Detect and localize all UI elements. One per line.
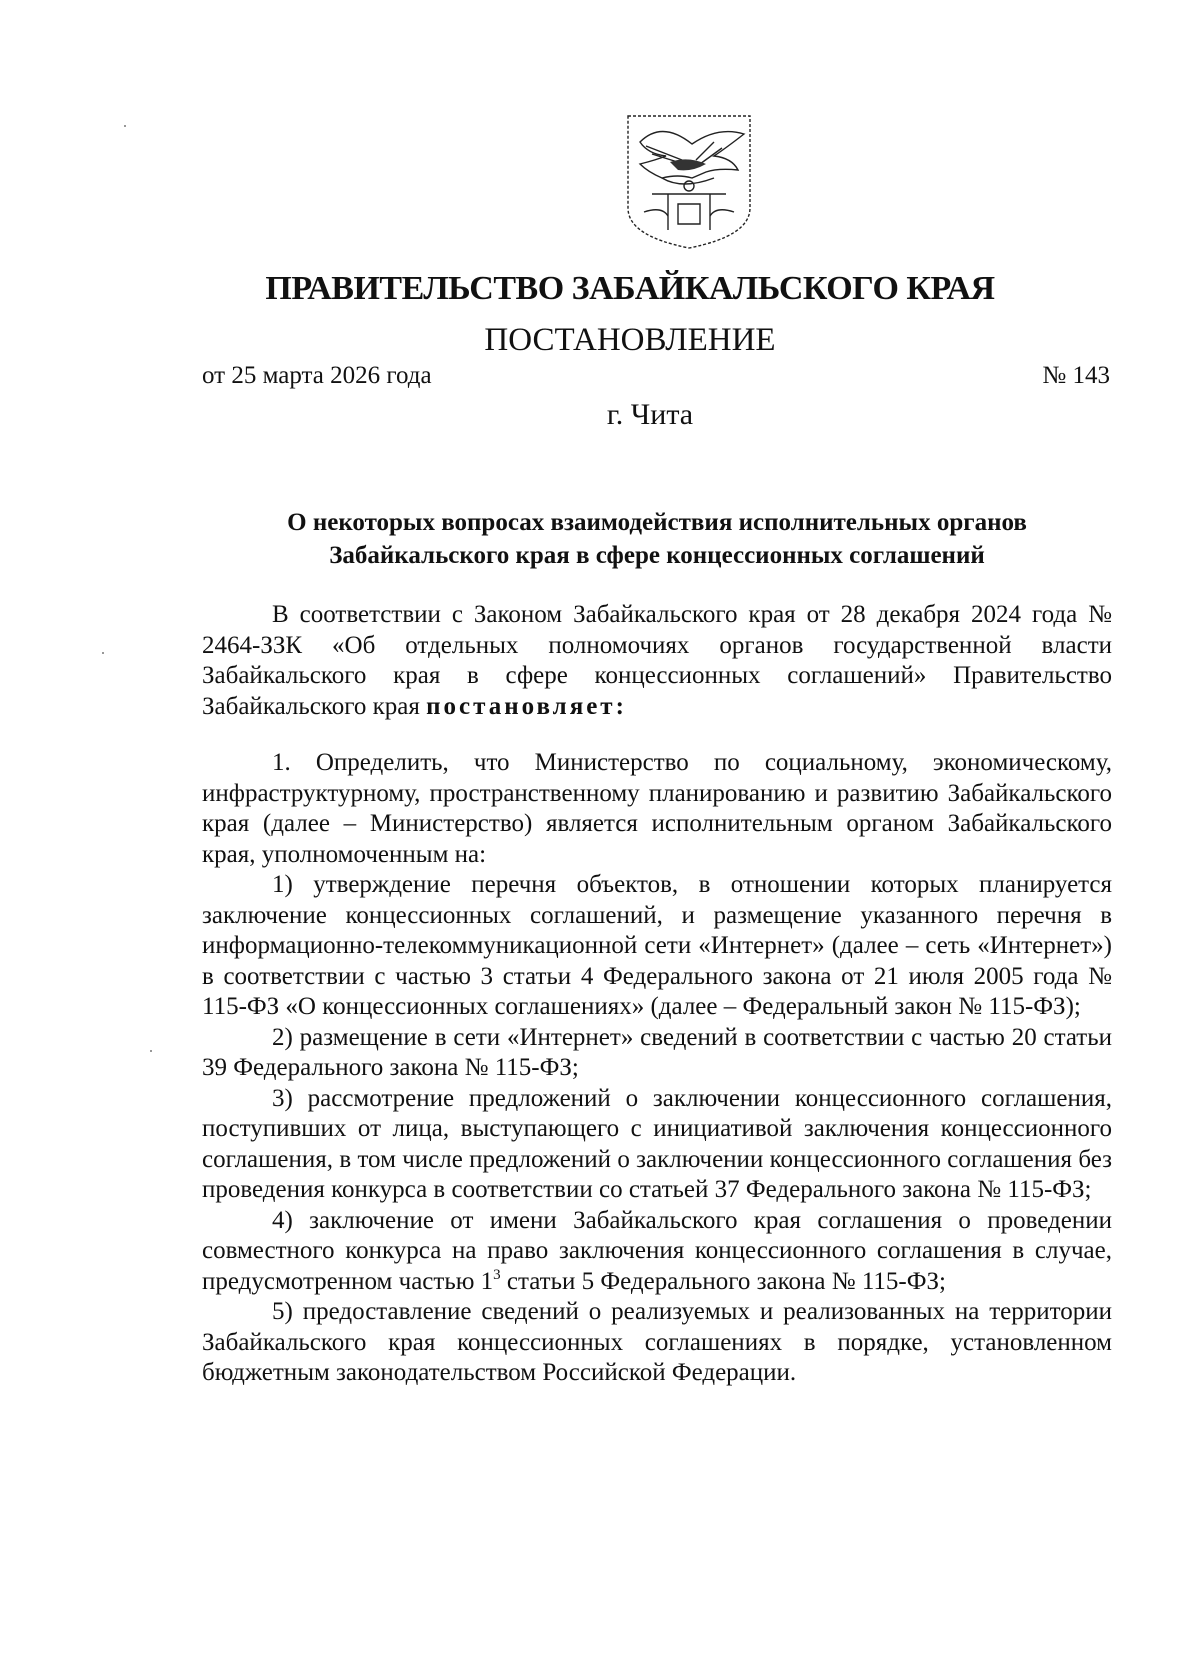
scan-speck — [102, 652, 104, 654]
subitem-4-text-end: статьи 5 Федерального закона № 115-ФЗ; — [500, 1267, 946, 1295]
organization-title: ПРАВИТЕЛЬСТВО ЗАБАЙКАЛЬСКОГО КРАЯ — [265, 270, 995, 307]
scan-speck — [124, 125, 126, 127]
zabaykalsky-krai-coat-of-arms-icon — [622, 112, 756, 250]
document-body — [202, 600, 1112, 1389]
subitem-4-text: 4) заключение от имени Забайкальского края соглашения о проведении совместного конкурса на право заключения концессионного соглашения в случае, предусмотренном частью 1 — [202, 1206, 1112, 1295]
document-date: от 25 марта 2026 года — [202, 362, 432, 389]
document-type: ПОСТАНОВЛЕНИЕ — [484, 322, 776, 358]
document-city: г. Чита — [606, 398, 694, 431]
subitem-5: 5) предоставление сведений о реализуемых и реализованных на территории Забайкальского края концессионных соглашениях в порядке, установленном бюджетным законодательством Российской Федерации. — [202, 1298, 1112, 1386]
subitem-4-superscript: 3 — [493, 1266, 501, 1283]
document-subject — [202, 506, 1112, 572]
subject-line-1: О некоторых вопросах взаимодействия исполнительных органов — [287, 509, 1027, 536]
preamble-paragraph — [202, 600, 1112, 722]
scan-speck — [150, 1050, 152, 1052]
subitem-4 — [202, 1206, 1112, 1298]
subitem-1: 1) утверждение перечня объектов, в отношении которых планируется заключение концессионных соглашений, и размещение указанного перечня в информационно-телекоммуникационной сети «Интернет» (далее – сеть «Интернет») в соответствии с частью 3 статьи 4 Федерального закона от 21 июля 2005 года № 115-ФЗ «О концессионных соглашениях» (далее – Федеральный закон № 115-ФЗ); — [202, 871, 1112, 1020]
preamble-text: В соответствии с Законом Забайкальского края от 28 декабря 2024 года № 2464-ЗЗК «Об отдельных полномочиях органов государственной власти Забайкальского края в сфере концессионных соглашений» Правительство Забайкальского края — [202, 601, 1112, 720]
subitem-3: 3) рассмотрение предложений о заключении концессионного соглашения, поступивших от лица, выступающего с инициативой заключения концессионного соглашения, в том числе предложений о заключении концессионного соглашения без проведения конкурса в соответствии со статьей 37 Федерального закона № 115-ФЗ; — [202, 1084, 1112, 1203]
preamble-keyword: постановляет: — [426, 692, 627, 720]
subject-line-2: Забайкальского края в сфере концессионных соглашений — [329, 542, 985, 569]
item-1-paragraph: 1. Определить, что Министерство по социальному, экономическому, инфраструктурному, пространственному планированию и развитию Забайкальского края (далее – Министерство) является исполнительным органом Забайкальского края, уполномоченным на: — [202, 749, 1112, 868]
document-number: № 143 — [1042, 362, 1110, 389]
subitem-2: 2) размещение в сети «Интернет» сведений в соответствии с частью 20 статьи 39 Федерального закона № 115-ФЗ; — [202, 1023, 1112, 1081]
